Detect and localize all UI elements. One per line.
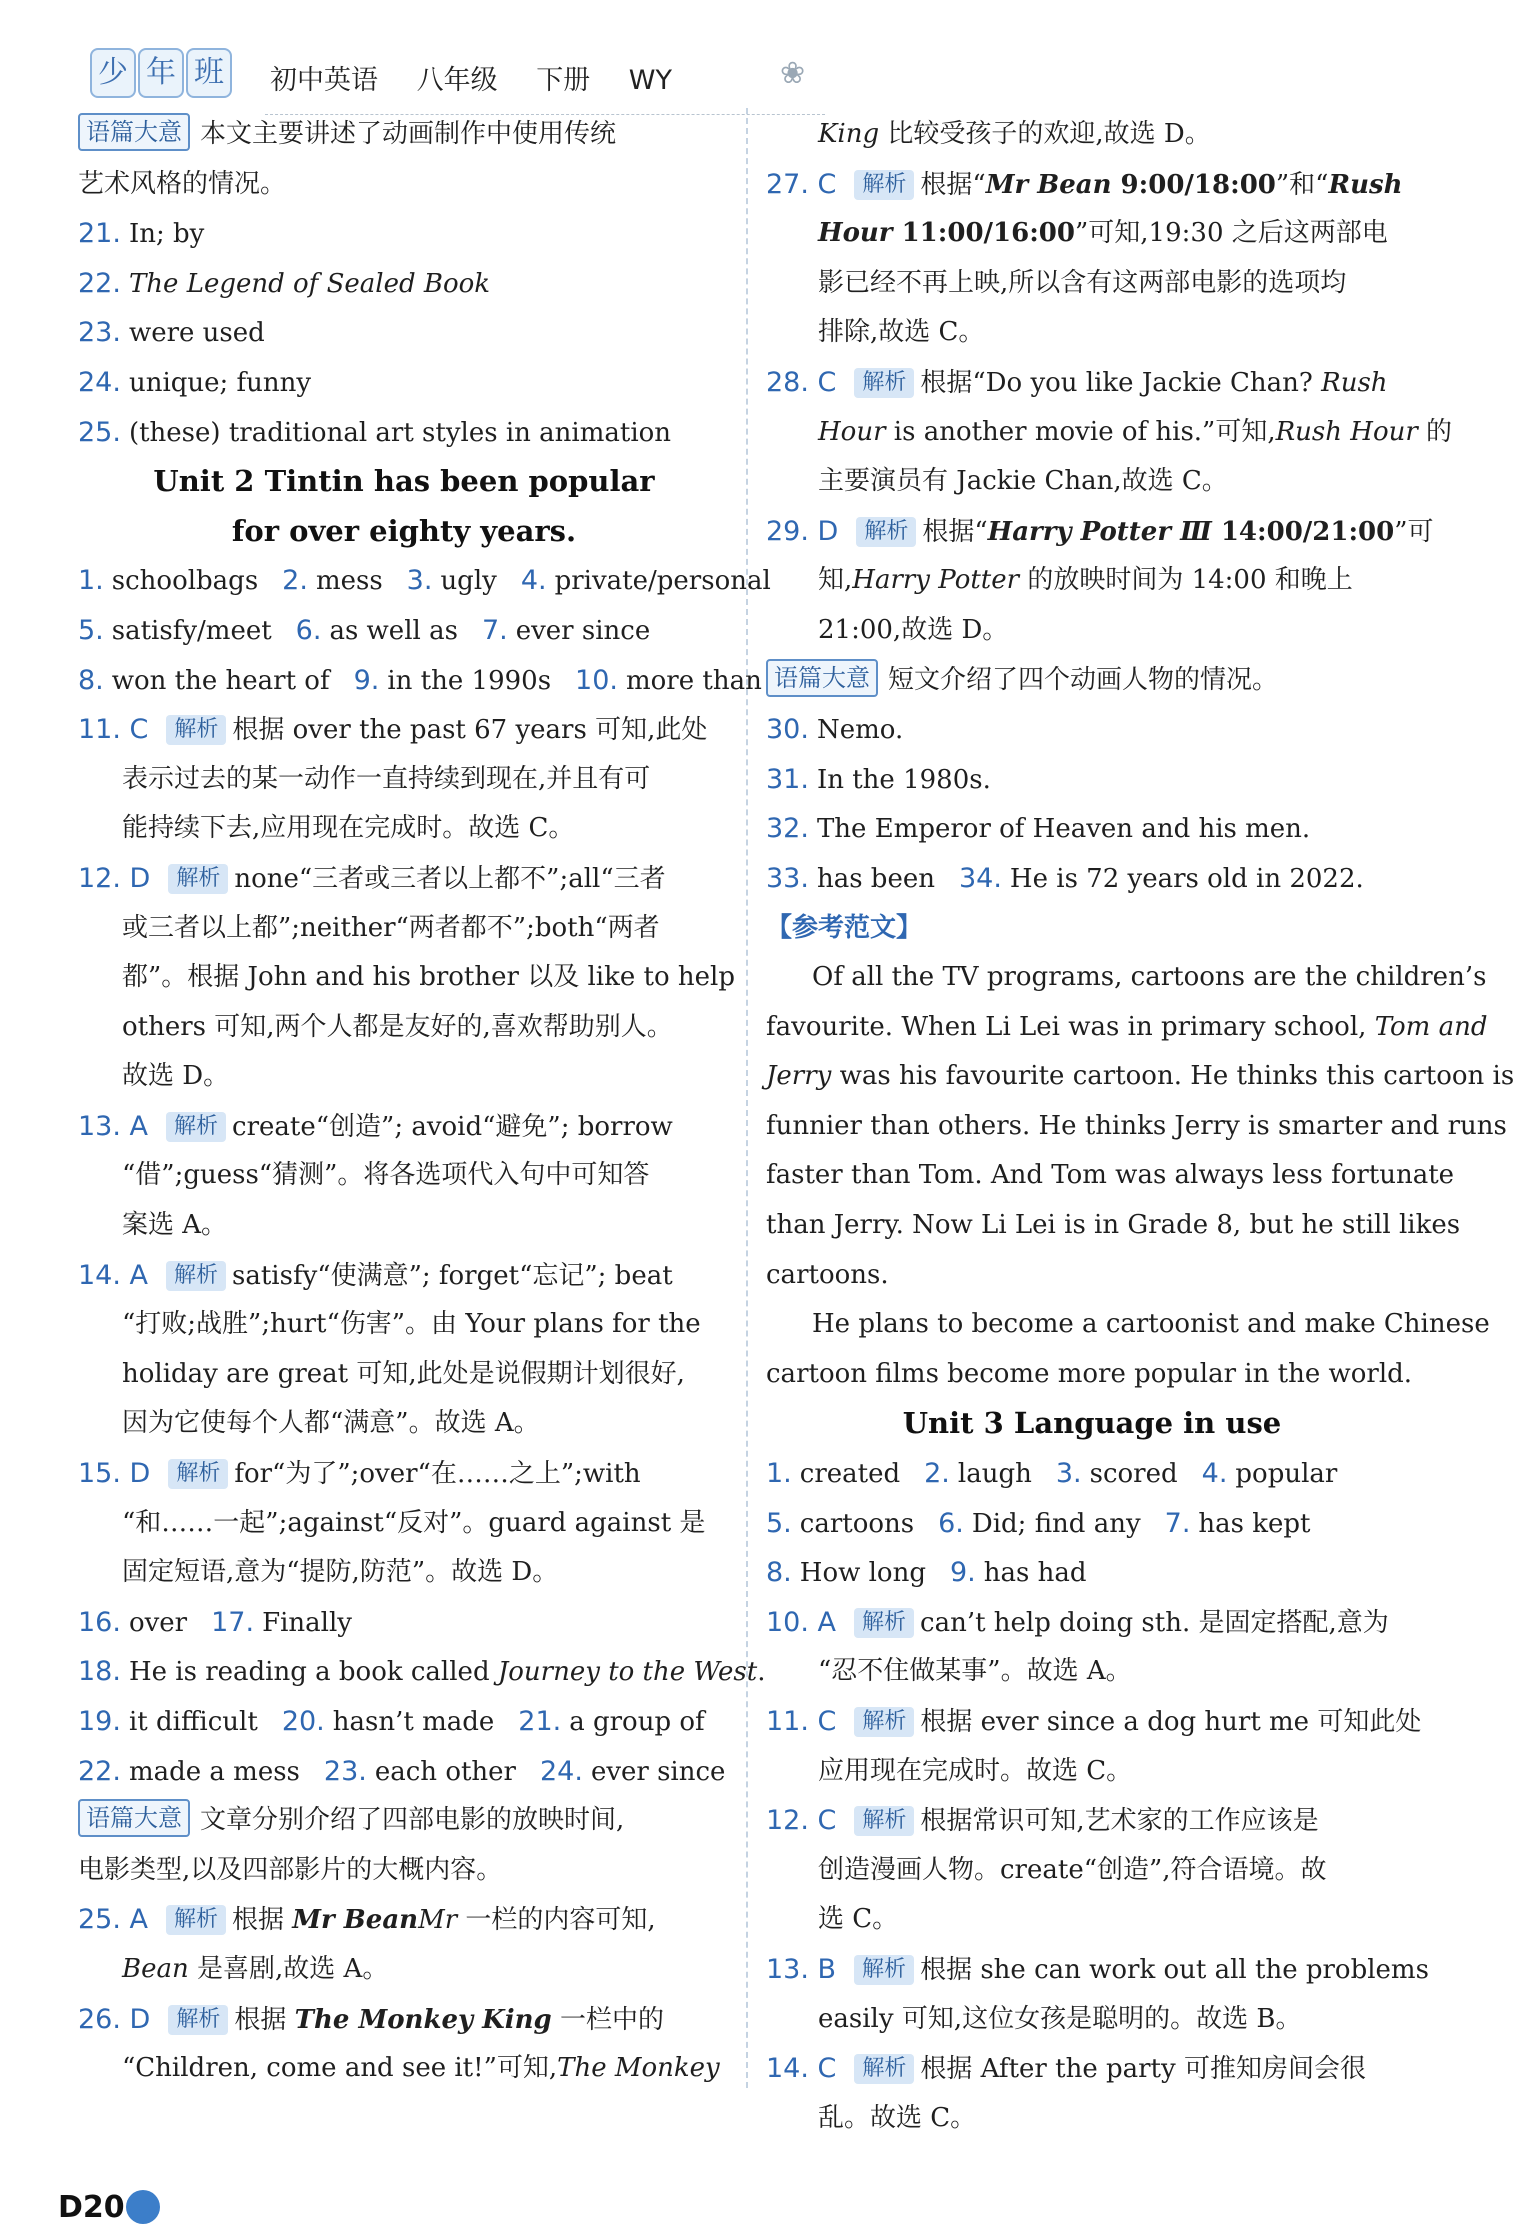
answer-text: Nemo. [816,715,904,746]
italic-text: Jerry [766,1061,832,1092]
analysis-continued [78,1201,730,1251]
analysis-continued [78,904,730,954]
answer-item [766,755,1418,805]
body-text: 根据“ [922,516,988,547]
body-text: 或三者以上都”;neither“两者都不”;both“两者 [122,912,660,943]
answer-item [78,358,730,408]
answer-row [78,1747,730,1797]
question-number: 2. [282,565,308,597]
summary-text: 短文介绍了四个动画人物的情况。 [888,664,1279,695]
answer-text: In the 1980s. [816,764,991,795]
answer-text: popular [1235,1459,1338,1490]
question-answer: 12. C [766,1805,837,1837]
analysis-line [766,1945,1429,1995]
essay-paragraph-start: Of all the TV programs, cartoons are the children’s [812,962,1487,993]
italic-text: Rush Hour [1275,416,1418,447]
body-text: 根据 [234,2004,295,2035]
question-number: 22. [78,1755,121,1787]
summary-tag: 语篇大意 [766,659,878,697]
question-number: 33. [766,862,809,894]
analysis-line [766,1697,1422,1747]
answer-row [766,1548,1418,1598]
question-answer: 11. C [766,1706,837,1737]
analysis-continued [78,1399,730,1449]
question-number: 31. [766,763,809,795]
answer-row [78,1598,730,1648]
analysis-continued [766,1647,1418,1697]
question-answer: 10. A [766,1606,836,1638]
question-number: 3. [1055,1458,1082,1490]
summary-text: 文章分别介绍了四部电影的放映时间, [200,1805,625,1836]
body-text: 根据 [232,1905,293,1936]
logo-char: 班 [186,48,232,98]
italic-text: The Legend of Sealed Book [128,268,491,299]
body-text: “借”;guess“猜测”。将各选项代入句中可知答 [122,1160,650,1191]
answer-text: created [799,1459,901,1490]
body-text: is another movie of his.”可知, [885,416,1276,447]
question-number: 7. [1164,1507,1191,1539]
body-text: cartoons. [766,1259,889,1290]
analysis-tag: 解析 [166,1905,226,1935]
body-text: 根据“Do you like Jackie Chan? [920,367,1322,398]
analysis-tag: 解析 [854,1707,914,1737]
analysis-continued [766,606,1418,656]
italic-text: Bean [122,1953,189,1984]
body-text: 都”。根据 John and his brother 以及 like to help [122,962,735,993]
page-number: D20 [58,2190,125,2225]
analysis-continued [766,110,1418,160]
essay-line [766,1151,1455,1201]
answer-text: more than [626,665,762,696]
body-text: create“创造”; avoid“避免”; borrow [232,1111,673,1142]
analysis-line [766,1796,1418,1846]
answer-text: Did; find any [971,1508,1141,1539]
analysis-tag: 解析 [854,368,914,398]
essay-line [766,1201,1461,1251]
column-divider [746,108,748,2088]
body-text: 因为它使每个人都“满意”。故选 A。 [122,1408,540,1439]
analysis-line [766,507,1434,557]
body-text: 比较受孩子的欢迎,故选 D。 [879,119,1211,149]
answer-text: In; by [128,219,205,250]
answer-text: (these) traditional art styles in animation [128,417,672,448]
body-text: 是喜剧,故选 A。 [188,1953,389,1984]
answer-row [766,1499,1418,1549]
bold-text: 9:00/18:00 [1111,169,1276,200]
question-answer: 13. B [766,1953,837,1985]
body-text: ”可知,19:30 之后这两部电 [1075,218,1388,249]
analysis-continued [766,457,1418,507]
header-edition: WY [628,65,672,96]
answer-text: . [757,1657,766,1688]
question-answer: 27. C [766,168,837,200]
question-number: 23. [323,1755,367,1787]
left-column [78,110,771,2094]
italic-text: King [818,119,880,149]
analysis-line [78,1995,730,2045]
body-text: ”和“ [1275,169,1329,200]
logo-char: 年 [138,48,184,98]
question-number: 1. [78,565,104,597]
analysis-tag: 解析 [168,2005,228,2035]
body-text: 根据 After the party 可推知房间会很 [920,2054,1366,2085]
body-text: than Jerry. Now Li Lei is in Grade 8, but he still likes [766,1210,1461,1241]
header-volume: 下册 [536,65,591,96]
body-text: 根据“ [920,169,986,200]
body-text: 根据 over the past 67 years 可知,此处 [232,715,708,746]
question-answer: 14. A [78,1259,148,1291]
italic-text: Tom and [1374,1011,1488,1042]
analysis-line [78,1251,730,1301]
body-text: others 可知,两个人都是友好的,喜欢帮助别人。 [122,1011,673,1042]
answer-text: has had [983,1558,1087,1589]
body-text: 创造漫画人物。create“创造”,符合语境。故 [818,1854,1327,1885]
question-number: 32. [766,813,809,845]
analysis-line [766,358,1418,408]
page-header [90,48,806,108]
body-text: 排除,故选 C。 [818,317,985,348]
analysis-continued [78,804,730,854]
body-text: 根据常识可知,艺术家的工作应该是 [920,1806,1319,1837]
sample-essay-heading: 【参考范文】 [766,912,923,943]
analysis-continued [766,209,1418,259]
answer-row [78,556,771,606]
answer-item [766,804,1418,854]
essay-line [766,1102,1507,1152]
decor-swirl-icon: ❀ [780,56,806,91]
analysis-continued [78,2044,730,2094]
answer-item [78,308,730,358]
question-number: 1. [766,1458,792,1490]
question-answer: 28. C [766,366,837,398]
analysis-continued [766,408,1453,458]
unit-title: for over eighty years. [231,513,577,548]
answer-text: schoolbags [111,566,259,597]
analysis-tag: 解析 [168,1459,228,1489]
answer-text: hasn’t made [332,1707,495,1737]
answer-text: ever since [515,615,651,646]
answer-text: unique; funny [128,367,312,398]
analysis-line [766,160,1418,210]
text-line: 艺术风格的情况。 [78,168,287,199]
question-number: 30. [766,714,809,746]
italic-text: Journey to the West [497,1657,758,1688]
answer-row [78,606,730,656]
bold-italic-text: Rush [1328,169,1403,200]
analysis-continued [78,755,730,805]
body-text: “打败;战胜”;hurt“伤害”。由 Your plans for the [122,1309,701,1340]
question-number: 24. [78,366,121,398]
answer-text: were used [128,318,265,349]
body-text: “Children, come and see it!”可知, [122,2053,558,2084]
answer-text: He is 72 years old in 2022. [1009,863,1364,894]
analysis-tag: 解析 [854,1955,914,1985]
question-number: 10. [575,664,618,696]
analysis-line [766,2044,1418,2094]
answer-row [78,656,762,706]
question-answer: 26. D [78,2003,151,2035]
italic-text: Harry Potter [852,565,1020,596]
essay-line [766,1052,1514,1102]
essay-line [766,1350,1418,1400]
answer-item [78,408,730,458]
analysis-continued [766,1995,1418,2045]
analysis-continued [766,1846,1418,1896]
question-answer: 25. A [78,1904,148,1936]
bold-italic-text: Harry Potter Ⅲ [987,516,1212,547]
body-text: 案选 A。 [122,1210,228,1241]
analysis-line [78,854,730,904]
answer-item [766,705,1418,755]
analysis-tag: 解析 [856,517,916,547]
body-text: 影已经不再上映,所以含有这两部电影的选项均 [818,267,1347,298]
analysis-continued [766,1747,1418,1797]
bold-italic-text: Hour [818,218,893,249]
body-text: 的 [1417,416,1453,447]
header-grade: 八年级 [416,65,498,96]
bold-italic-text: Mr Bean [292,1905,419,1936]
summary-text: 本文主要讲述了动画制作中使用传统 [200,119,617,149]
answer-text: each other [374,1756,516,1787]
italic-text: Hour [818,416,886,447]
question-number: 20. [281,1706,325,1737]
question-number: 22. [78,267,121,299]
header-info [270,58,702,97]
page-dot-icon [126,2190,160,2224]
answer-text: cartoons [799,1508,915,1539]
answer-text: scored [1089,1459,1178,1490]
analysis-continued [78,1052,730,1102]
answer-text: satisfy/meet [111,615,272,646]
question-number: 5. [78,614,104,646]
body-text: 一栏的内容可知, [457,1905,656,1936]
question-number: 4. [1201,1458,1228,1490]
question-answer: 15. D [78,1458,151,1490]
body-text: 21:00,故选 D。 [818,614,1009,645]
answer-row [766,1449,1418,1499]
body-text: 选 C。 [818,1904,899,1935]
body-text: funnier than others. He thinks Jerry is smarter and runs [766,1110,1507,1141]
body-text: 根据 ever since a dog hurt me 可知此处 [920,1707,1422,1737]
question-number: 8. [766,1557,792,1589]
answer-text: How long [799,1558,926,1589]
question-answer: 29. D [766,515,839,547]
question-number: 24. [539,1755,583,1787]
analysis-continued [78,1499,730,1549]
analysis-tag: 解析 [166,1112,226,1142]
analysis-line [78,1102,730,1152]
answer-text: has been [816,863,935,894]
body-text: 一栏中的 [551,2004,665,2035]
text-line: 电影类型,以及四部影片的大概内容。 [78,1854,503,1885]
essay-line [766,1251,1418,1301]
analysis-continued [78,1548,730,1598]
body-text: 根据 she can work out all the problems [920,1954,1429,1985]
answer-text: Finally [262,1607,352,1638]
analysis-tag: 解析 [854,1608,914,1638]
analysis-line [78,1895,730,1945]
answer-text: as well as [329,615,458,646]
body-text: 故选 D。 [122,1061,230,1092]
body-text: can’t help doing sth. 是固定搭配,意为 [920,1607,1389,1638]
answer-text: a group of [569,1707,705,1737]
bold-text: 14:00/21:00 [1211,516,1395,547]
question-number: 5. [766,1507,792,1539]
bold-italic-text: Mr Bean [985,169,1112,200]
analysis-continued [766,1895,1418,1945]
body-text: “和……一起”;against“反对”。guard against 是 [122,1507,706,1538]
question-number: 6. [938,1507,964,1539]
question-answer: 11. C [78,714,149,746]
question-number: 9. [353,664,380,696]
question-number: 18. [78,1656,121,1688]
answer-text: won the heart of [111,665,330,696]
question-number: 21. [78,218,121,250]
body-text: none“三者或三者以上都不”;all“三者 [234,863,666,894]
body-text: 表示过去的某一动作一直持续到现在,并且有可 [122,763,651,794]
body-text: 能持续下去,应用现在完成时。故选 C。 [122,813,575,844]
question-number: 34. [958,862,1002,894]
question-answer: 14. C [766,2053,837,2085]
answer-text: private/personal [554,566,771,597]
question-number: 4. [520,565,547,597]
question-number: 23. [78,317,121,349]
question-number: 19. [78,1706,121,1737]
unit-title: Unit 2 Tintin has been popular [153,464,655,499]
summary-line [766,656,1418,706]
italic-text: Rush [1321,367,1388,398]
analysis-line [78,705,730,755]
body-text: ”可 [1394,516,1434,547]
question-number: 25. [78,416,121,448]
question-number: 16. [78,1606,121,1638]
analysis-continued [78,953,735,1003]
summary-line [78,1796,730,1846]
body-text: favourite. When Li Lei was in primary school, [766,1011,1375,1042]
analysis-continued [78,1300,730,1350]
right-column [766,110,1514,2143]
answer-row [78,1697,730,1747]
analysis-continued [766,308,1418,358]
header-subject: 初中英语 [270,65,378,96]
analysis-continued [766,259,1418,309]
analysis-line [78,1449,730,1499]
answer-text: laugh [957,1459,1032,1490]
body-text: 固定短语,意为“提防,防范”。故选 D。 [122,1557,559,1588]
analysis-tag: 解析 [166,1261,226,1291]
answer-item [78,209,730,259]
italic-text: Mr [418,1905,458,1936]
question-number: 6. [295,614,322,646]
body-text: 乱。故选 C。 [818,2102,977,2133]
bold-text: 11:00/16:00 [892,218,1075,249]
bold-italic-text: The Monkey King [294,2004,552,2035]
body-text: satisfy“使满意”; forget“忘记”; beat [232,1260,673,1291]
body-text: 的放映时间为 14:00 和晚上 [1019,565,1353,596]
body-text: for“为了”;over“在……之上”;with [234,1459,641,1490]
analysis-tag: 解析 [854,170,914,200]
answer-text: mess [315,566,383,597]
logo-char: 少 [90,48,136,98]
summary-tag: 语篇大意 [78,113,190,151]
body-text: “忍不住做某事”。故选 A。 [818,1656,1132,1687]
body-text: 应用现在完成时。故选 C。 [818,1755,1133,1786]
answer-text: it difficult [128,1707,258,1737]
body-text: 知, [818,565,853,596]
question-number: 21. [518,1706,562,1737]
answer-text: The Emperor of Heaven and his men. [816,814,1311,845]
question-answer: 13. A [78,1110,148,1142]
analysis-continued [766,2094,1418,2144]
question-number: 17. [211,1606,255,1638]
analysis-tag: 解析 [166,715,226,745]
question-answer: 12. D [78,862,151,894]
answer-text: in the 1990s [387,665,552,696]
essay-paragraph-start: He plans to become a cartoonist and make Chinese [812,1309,1490,1340]
question-number: 3. [406,565,433,597]
answer-text: made a mess [128,1756,300,1787]
question-number: 9. [949,1557,976,1589]
summary-line [78,110,730,160]
answer-item [78,259,730,309]
answer-item [78,1647,766,1697]
body-text: 主要演员有 Jackie Chan,故选 C。 [818,466,1228,497]
body-text: was his favourite cartoon. He thinks this cartoon is [831,1061,1514,1092]
body-text: cartoon films become more popular in the world. [766,1358,1413,1389]
question-number: 2. [924,1458,950,1490]
unit-title: Unit 3 Language in use [902,1406,1282,1441]
analysis-tag: 解析 [168,864,228,894]
analysis-continued [78,1350,730,1400]
answer-row [766,854,1418,904]
answer-text: ever since [590,1756,726,1787]
analysis-tag: 解析 [854,2054,914,2084]
answer-text: ugly [440,566,497,597]
body-text: faster than Tom. And Tom was always less fortunate [766,1160,1455,1191]
essay-line [766,1003,1488,1053]
series-logo [90,48,232,98]
analysis-line [766,1598,1418,1648]
answer-text: has kept [1198,1508,1311,1539]
analysis-continued [78,1003,730,1053]
analysis-continued [78,1151,730,1201]
analysis-continued [78,1945,730,1995]
answer-text: over [128,1607,188,1638]
analysis-tag: 解析 [854,1806,914,1836]
italic-text: The Monkey [557,2053,720,2084]
analysis-continued [766,556,1418,606]
answer-text: He is reading a book called [128,1657,498,1688]
body-text: holiday are great 可知,此处是说假期计划很好, [122,1358,685,1389]
body-text: easily 可知,这位女孩是聪明的。故选 B。 [818,2003,1302,2034]
question-number: 8. [78,664,104,696]
summary-tag: 语篇大意 [78,1799,190,1837]
question-number: 7. [481,614,508,646]
